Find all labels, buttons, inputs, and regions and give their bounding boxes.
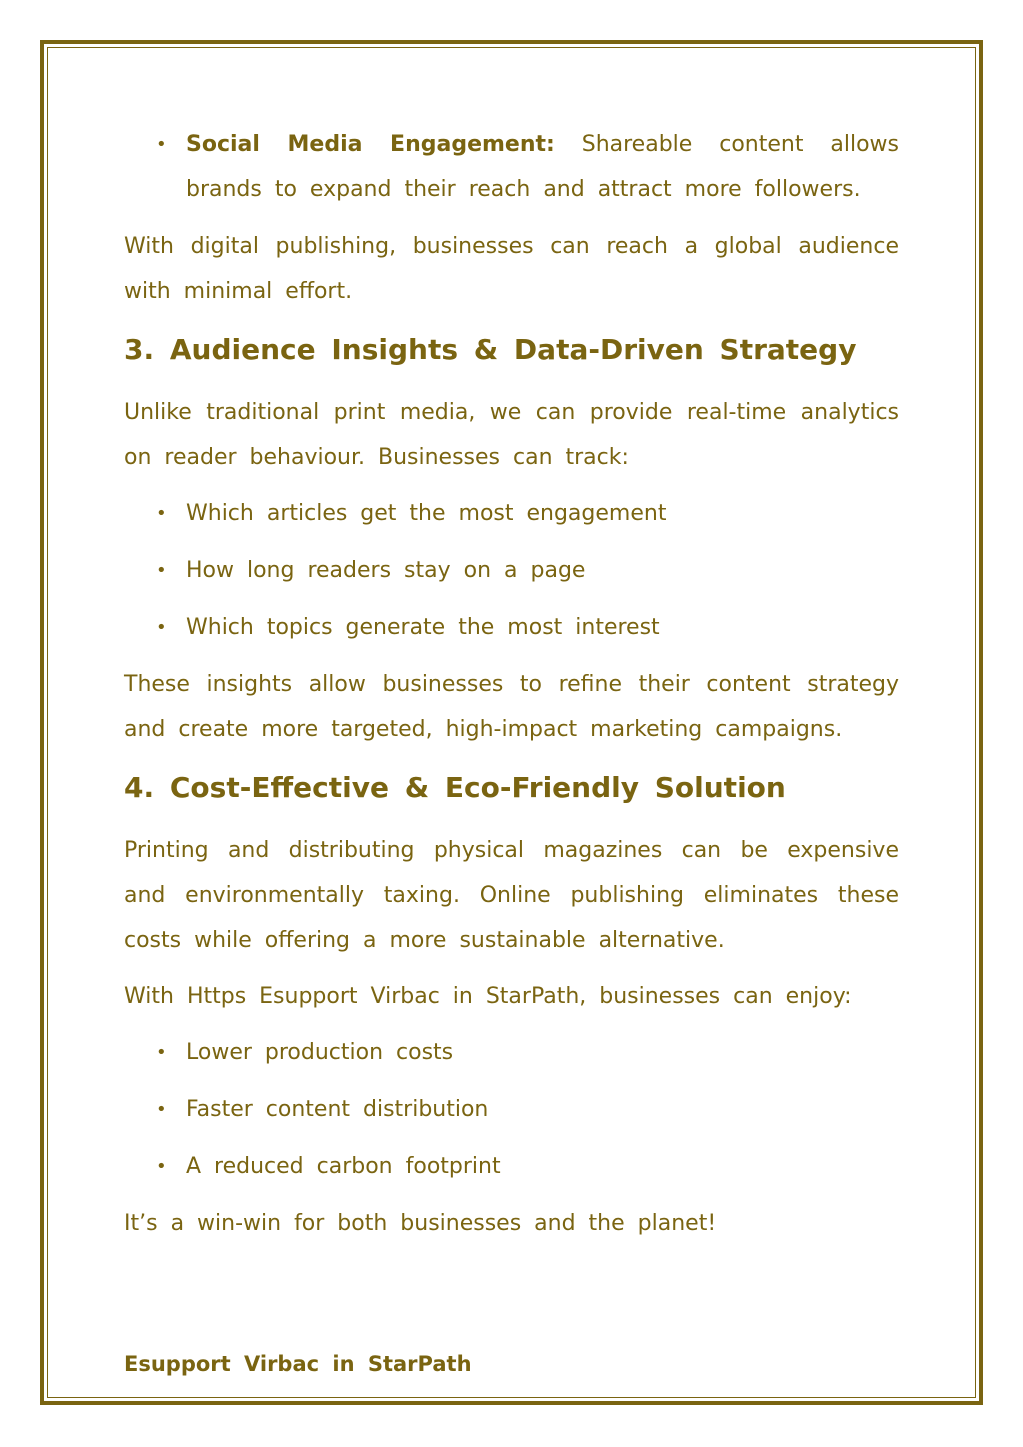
- list-item-label: Social Media Engagement:: [186, 132, 555, 157]
- section-3-closing: These insights allow businesses to refine their content strategy and create more targeted, high-impact marketing campaigns.: [124, 672, 899, 742]
- section-4-closing: It’s a win-win for both businesses and the planet!: [124, 1211, 717, 1236]
- list-item: • A reduced carbon footprint: [186, 1144, 899, 1189]
- document-body: [124, 122, 899, 1257]
- section-4-bullet-list: [124, 1030, 899, 1189]
- page-footer: Esupport Virbac in StarPath: [124, 1352, 472, 1376]
- list-item-text: Shareable content allows brands to expand their reach and attract more followers.: [186, 132, 899, 202]
- list-item: • Which topics generate the most interest: [186, 605, 899, 650]
- section-3-bullet-list: [124, 491, 899, 650]
- list-item: • Faster content distribution: [186, 1087, 899, 1132]
- intro-paragraph: With digital publishing, businesses can reach a global audience with minimal effort.: [124, 234, 899, 304]
- list-item: • How long readers stay on a page: [186, 548, 899, 593]
- list-item: [186, 122, 899, 212]
- list-item: • Which articles get the most engagement: [186, 491, 899, 536]
- list-item: • Lower production costs: [186, 1030, 899, 1075]
- section-4-lead: With Https Esupport Virbac in StarPath, businesses can enjoy:: [124, 984, 852, 1009]
- section-3-heading: 3. Audience Insights & Data-Driven Strategy: [124, 333, 857, 366]
- section-4-heading: 4. Cost-Effective & Eco-Friendly Solution: [124, 771, 786, 804]
- section-3-paragraph: Unlike traditional print media, we can provide real-time analytics on reader behaviour. Businesses can track:: [124, 400, 899, 470]
- section-4-paragraph: Printing and distributing physical magazines can be expensive and environmentally taxing. Online publishing eliminates these costs while offering a more sustainable alternative.: [124, 838, 899, 953]
- intro-bullet-list: [124, 122, 899, 212]
